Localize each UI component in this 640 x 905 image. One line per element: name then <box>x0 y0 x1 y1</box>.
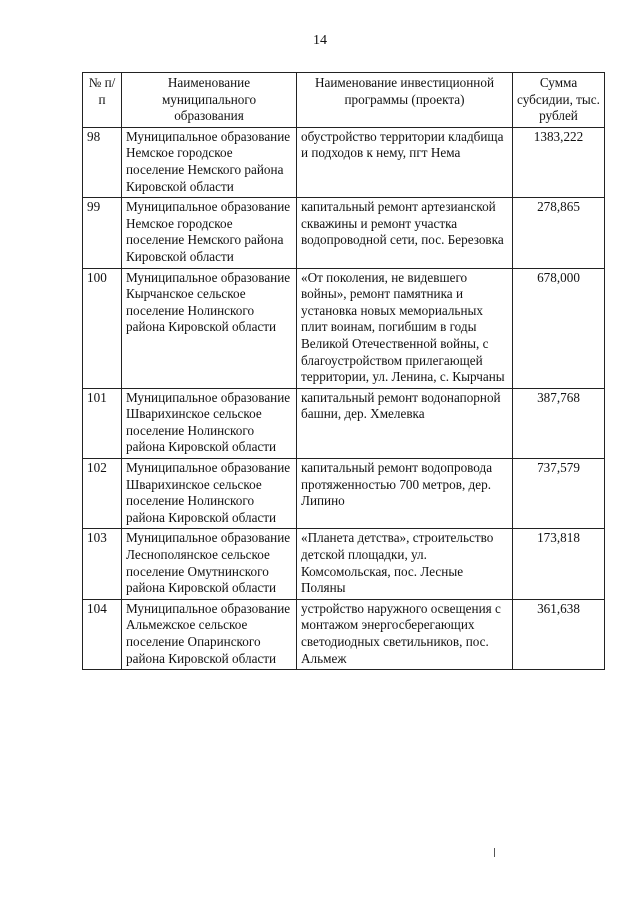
table-row <box>83 529 605 599</box>
row-municipality: Муниципальное образование Шварихинское сельское поселение Нолинского района Кировской области <box>122 459 297 529</box>
row-number: 101 <box>83 388 122 458</box>
row-program: устройство наружного освещения с монтажом энергосберегающих светодиодных светильников, пос. Альмеж <box>297 599 513 669</box>
table-row <box>83 268 605 388</box>
row-program: «Планета детства», строительство детской площадки, ул. Комсомольская, пос. Лесные Поляны <box>297 529 513 599</box>
header-program: Наименование инвестиционной программы (проекта) <box>297 73 513 128</box>
table-row <box>83 388 605 458</box>
table-row <box>83 127 605 197</box>
row-municipality: Муниципальное образование Немское городское поселение Немского района Кировской области <box>122 198 297 268</box>
row-number: 104 <box>83 599 122 669</box>
row-municipality: Муниципальное образование Кырчанское сельское поселение Нолинского района Кировской области <box>122 268 297 388</box>
row-sum: 278,865 <box>513 198 605 268</box>
row-sum: 678,000 <box>513 268 605 388</box>
header-municipality: Наименование муниципального образования <box>122 73 297 128</box>
scan-speck <box>494 848 495 857</box>
row-municipality: Муниципальное образование Шварихинское сельское поселение Нолинского района Кировской области <box>122 388 297 458</box>
subsidy-table <box>82 72 605 670</box>
row-program: «От поколения, не видевшего войны», ремонт памятника и установка новых мемориальных плит воинам, погибшим в годы Великой Отечественной войны, с благоустройством прилегающей территории, ул. Ленина, с. Кырчаны <box>297 268 513 388</box>
row-municipality: Муниципальное образование Альмежское сельское поселение Опаринского района Кировской области <box>122 599 297 669</box>
row-municipality: Муниципальное образование Леснополянское сельское поселение Омутнинского района Кировской области <box>122 529 297 599</box>
row-sum: 173,818 <box>513 529 605 599</box>
table-row <box>83 198 605 268</box>
table-row <box>83 459 605 529</box>
row-sum: 361,638 <box>513 599 605 669</box>
row-program: капитальный ремонт водонапорной башни, дер. Хмелевка <box>297 388 513 458</box>
row-number: 103 <box>83 529 122 599</box>
row-municipality: Муниципальное образование Немское городское поселение Немского района Кировской области <box>122 127 297 197</box>
header-sum: Сумма субсидии, тыс. рублей <box>513 73 605 128</box>
row-sum: 387,768 <box>513 388 605 458</box>
row-number: 99 <box>83 198 122 268</box>
row-program: обустройство территории кладбища и подходов к нему, пгт Нема <box>297 127 513 197</box>
row-program: капитальный ремонт артезианской скважины и ремонт участка водопроводной сети, пос. Березовка <box>297 198 513 268</box>
page-number: 14 <box>313 33 327 48</box>
row-number: 102 <box>83 459 122 529</box>
row-number: 100 <box>83 268 122 388</box>
row-sum: 737,579 <box>513 459 605 529</box>
row-number: 98 <box>83 127 122 197</box>
table-row <box>83 599 605 669</box>
table-header-row <box>83 73 605 128</box>
row-program: капитальный ремонт водопровода протяженностью 700 метров, дер. Липино <box>297 459 513 529</box>
header-num: № п/п <box>83 73 122 128</box>
row-sum: 1383,222 <box>513 127 605 197</box>
